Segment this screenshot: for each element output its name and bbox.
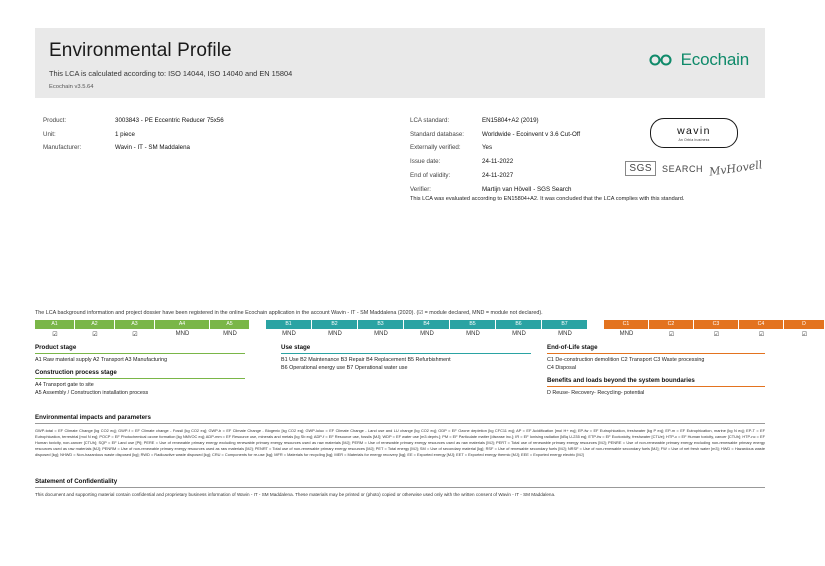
app-version: Ecochain v3.5.64 [49, 84, 94, 90]
module-declaration-row [35, 330, 808, 340]
module-tick-C3: ☑ [713, 331, 720, 338]
ecochain-wordmark: Ecochain [680, 50, 749, 69]
meta-value: 24-11-2022 [482, 158, 514, 166]
dossier-note: The LCA background information and project dossier have been registered in the online Ecochain application in the account Wavin - IT - SM Maddalena (2020). (☑ = module declared, MND = module not declared). [35, 310, 543, 316]
module-tick-B5: MND [466, 330, 480, 337]
module-cell-A3: A3 [115, 320, 155, 329]
module-cell-B6: B6 [496, 320, 542, 329]
module-tick-D: ☑ [801, 331, 808, 338]
meta-row [410, 159, 660, 165]
module-cell-A5: A5 [210, 320, 250, 329]
construction-stage-line: A5 Assembly / Construction installation process [35, 390, 149, 397]
meta-key: Standard database: [410, 130, 465, 138]
meta-value: Wavin - IT - SM Maddalena [115, 144, 190, 152]
meta-value: EN15804+A2 (2019) [482, 117, 539, 124]
infinity-icon [648, 53, 674, 67]
verifier-signature: MvHovell [708, 158, 764, 179]
module-tick-B1: MND [282, 330, 296, 337]
meta-value: 3003843 - PE Eccentric Reducer 75x56 [115, 117, 224, 124]
module-cell-C2: C2 [649, 320, 694, 329]
use-stage-section [281, 344, 531, 373]
eol-stage-line: C4 Disposal [547, 365, 577, 372]
module-tick-A1: ☑ [52, 331, 58, 338]
wavin-logo [650, 118, 738, 148]
confidentiality-section [35, 478, 765, 497]
compliance-note: This LCA was evaluated according to EN15804+A2. It was concluded that the LCA complies with this standard. [410, 196, 685, 202]
module-tick-A5: MND [223, 330, 237, 337]
use-stage-line: B1 Use B2 Maintenance B3 Repair B4 Replacement B5 Refurbishment [281, 357, 451, 363]
module-cell-D: D [784, 320, 825, 329]
meta-value: 24-11-2027 [482, 171, 514, 179]
module-spacer [588, 320, 604, 329]
modules-table [35, 320, 808, 340]
module-cell-C4: C4 [739, 320, 784, 329]
meta-value: Worldwide - Ecoinvent v 3.6 Cut-Off [482, 130, 581, 138]
module-tick-B6: MND [512, 330, 526, 337]
meta-key: Issue date: [410, 158, 441, 166]
meta-row [410, 132, 660, 138]
module-tick-C4: ☑ [758, 331, 765, 338]
meta-key: LCA standard: [410, 117, 450, 124]
page-title: Environmental Profile [49, 40, 232, 61]
module-cell-A1: A1 [35, 320, 75, 329]
module-tick-spacer [588, 331, 604, 340]
meta-key: Externally verified: [410, 144, 461, 152]
module-cell-A4: A4 [155, 320, 210, 329]
meta-row [410, 173, 660, 179]
meta-row [43, 118, 333, 124]
meta-key: End of validity: [410, 171, 451, 179]
meta-row [43, 145, 333, 151]
module-cell-C1: C1 [604, 320, 649, 329]
sgs-logo: SGS [625, 161, 656, 176]
meta-value: Yes [482, 144, 493, 152]
ecochain-logo [648, 28, 765, 70]
meta-key: Unit: [43, 130, 56, 138]
module-tick-B3: MND [374, 330, 388, 337]
search-wordmark: SEARCH [662, 163, 704, 174]
module-tick-B2: MND [328, 330, 342, 337]
module-cell-A2: A2 [75, 320, 115, 329]
metadata-block [35, 118, 765, 203]
product-stage-line: A1 Raw material supply A2 Transport A3 Manufacturing [35, 357, 168, 363]
header-left [35, 28, 292, 90]
verifier-logos [629, 158, 764, 179]
module-tick-B4: MND [420, 330, 434, 337]
meta-value: Martijn van HövelI - SGS Search [482, 185, 572, 193]
module-cell-B2: B2 [312, 320, 358, 329]
module-cell-B4: B4 [404, 320, 450, 329]
eol-stage-line: C1 De-construction demolition C2 Transport C3 Waste processing [547, 357, 705, 363]
indicators-heading: Environmental impacts and parameters [35, 414, 765, 424]
wavin-tagline: An Orbia business [678, 137, 710, 142]
meta-row [410, 118, 660, 124]
module-tick-C2: ☑ [668, 331, 675, 338]
wavin-wordmark: wavin [677, 124, 711, 137]
meta-row [410, 187, 660, 193]
eol-stage-heading: End-of-Life stage [547, 344, 765, 354]
document-header [35, 28, 765, 98]
product-stage-section [35, 344, 245, 398]
product-info [43, 118, 333, 159]
use-stage-heading: Use stage [281, 344, 531, 354]
module-label-row [35, 320, 806, 329]
module-cell-B5: B5 [450, 320, 496, 329]
module-cell-B7: B7 [542, 320, 588, 329]
module-cell-C3: C3 [694, 320, 739, 329]
meta-value: 1 piece [115, 130, 135, 138]
confidentiality-body: This document and supporting material contain confidential and proprietary business information of Wavin - IT - SM Maddalena. These materials may be printed or (photo) copied or otherwise used only with the written consent of Wavin - IT - SM Maddalena. [35, 492, 556, 497]
indicators-body: GWP-total = EF Climate Change [kg CO2 eq]; GWP-f = EF Climate change - Fossil [kg CO2 eq]; GWP-b = EF Climate Change - Biogenic [kg CO2 eq]; GWP-luluc = EF Climate Change - Land use and LU change [kg CO2 eq]; ODP = EF Ozone depletion [kg CFC11 eq]; AP = EF Acidification [mol H+ eq]; EP-fw = EF Eutrophication, freshwater [kg P eq]; EP-m = EF Eutrophication, marine [kg N eq]; EP-T = EF Eutrophication, terrestrial [mol N eq]; POCP = EF Photochemical ozone formation [kg NMVOC eq]; ADP-mm = EF Resource use, minerals and metals [kg Sb eq]; ADP-f = EF Resource use, fossils [MJ]; WDP = EF water use [m3 depriv.]; PM = EF Particulate matter [disease inc.]; IR = EF Ionising radiation [kBq U-235 eq]; ETP-fw = EF Ecotoxicity, freshwater [CTUe]; HTP-c = EF Human toxicity, cancer [CTUh]; HTP-nc = EF Human toxicity, non-cancer [CTUh]; SQP = EF Land use [Pt]; PERE = Use of renewable primary energy excluding renewable primary energy resources used as raw materials [MJ]; PERM = Use of renewable primary energy resources used as raw materials [MJ]; PERT = Total use of renewable primary energy resources [MJ]; PENRE = Use of non-renewable primary energy excluding non-renewable primary energy resources used as raw materials [MJ]; PENRM = Use of non-renewable primary energy resources used as raw materials [MJ]; PENRT = Total use of non-renewable primary energy resources [MJ]; PET = Total energy [MJ]; SM = Use of secondary material [kg]; RSF = Use of renewable secondary fuels [MJ]; NRSF = Use of non-renewable secondary fuels [MJ]; FW = Use of net fresh water [m3]; HWD = Hazardous waste disposed [kg]; NHWD = Non-hazardous waste disposed [kg]; RWD = Radioactive waste disposed [kg]; CRU = Components for re-use [kg]; MFR = Materials for recycling [kg]; MER = Materials for energy recovery [kg]; EE = Exported energy [MJ]; EET = Exported energy thermic [MJ]; EEE = Exported energy electric [MJ] [35, 428, 765, 458]
construction-stage-heading: Construction process stage [35, 369, 245, 379]
module-tick-A2: ☑ [92, 331, 98, 338]
meta-key: Verifier: [410, 185, 431, 193]
module-spacer [250, 320, 266, 329]
module-tick-C1: MND [619, 330, 634, 337]
eol-stage-section [547, 344, 765, 398]
certification-logos [629, 118, 764, 179]
module-tick-B7: MND [558, 330, 572, 337]
benefits-line: D Reuse- Recovery- Recycling- potential [547, 390, 645, 397]
meta-row [43, 132, 333, 138]
lca-info [410, 118, 660, 200]
indicators-section [35, 414, 765, 458]
module-cell-B3: B3 [358, 320, 404, 329]
meta-key: Manufacturer: [43, 144, 82, 152]
module-tick-A3: ☑ [132, 331, 138, 338]
product-stage-heading: Product stage [35, 344, 245, 354]
meta-row [410, 145, 660, 151]
module-tick-spacer [250, 331, 266, 340]
module-cell-B1: B1 [266, 320, 312, 329]
confidentiality-heading: Statement of Confidentiality [35, 478, 765, 488]
use-stage-line: B6 Operational energy use B7 Operational water use [281, 365, 408, 372]
header-subtitle: This LCA is calculated according to: ISO 14044, ISO 14040 and EN 15804 [49, 69, 293, 78]
benefits-heading: Benefits and loads beyond the system boundaries [547, 377, 765, 387]
construction-stage-line: A4 Transport gate to site [35, 382, 94, 388]
module-tick-A4: MND [175, 330, 190, 337]
meta-key: Product: [43, 117, 67, 124]
